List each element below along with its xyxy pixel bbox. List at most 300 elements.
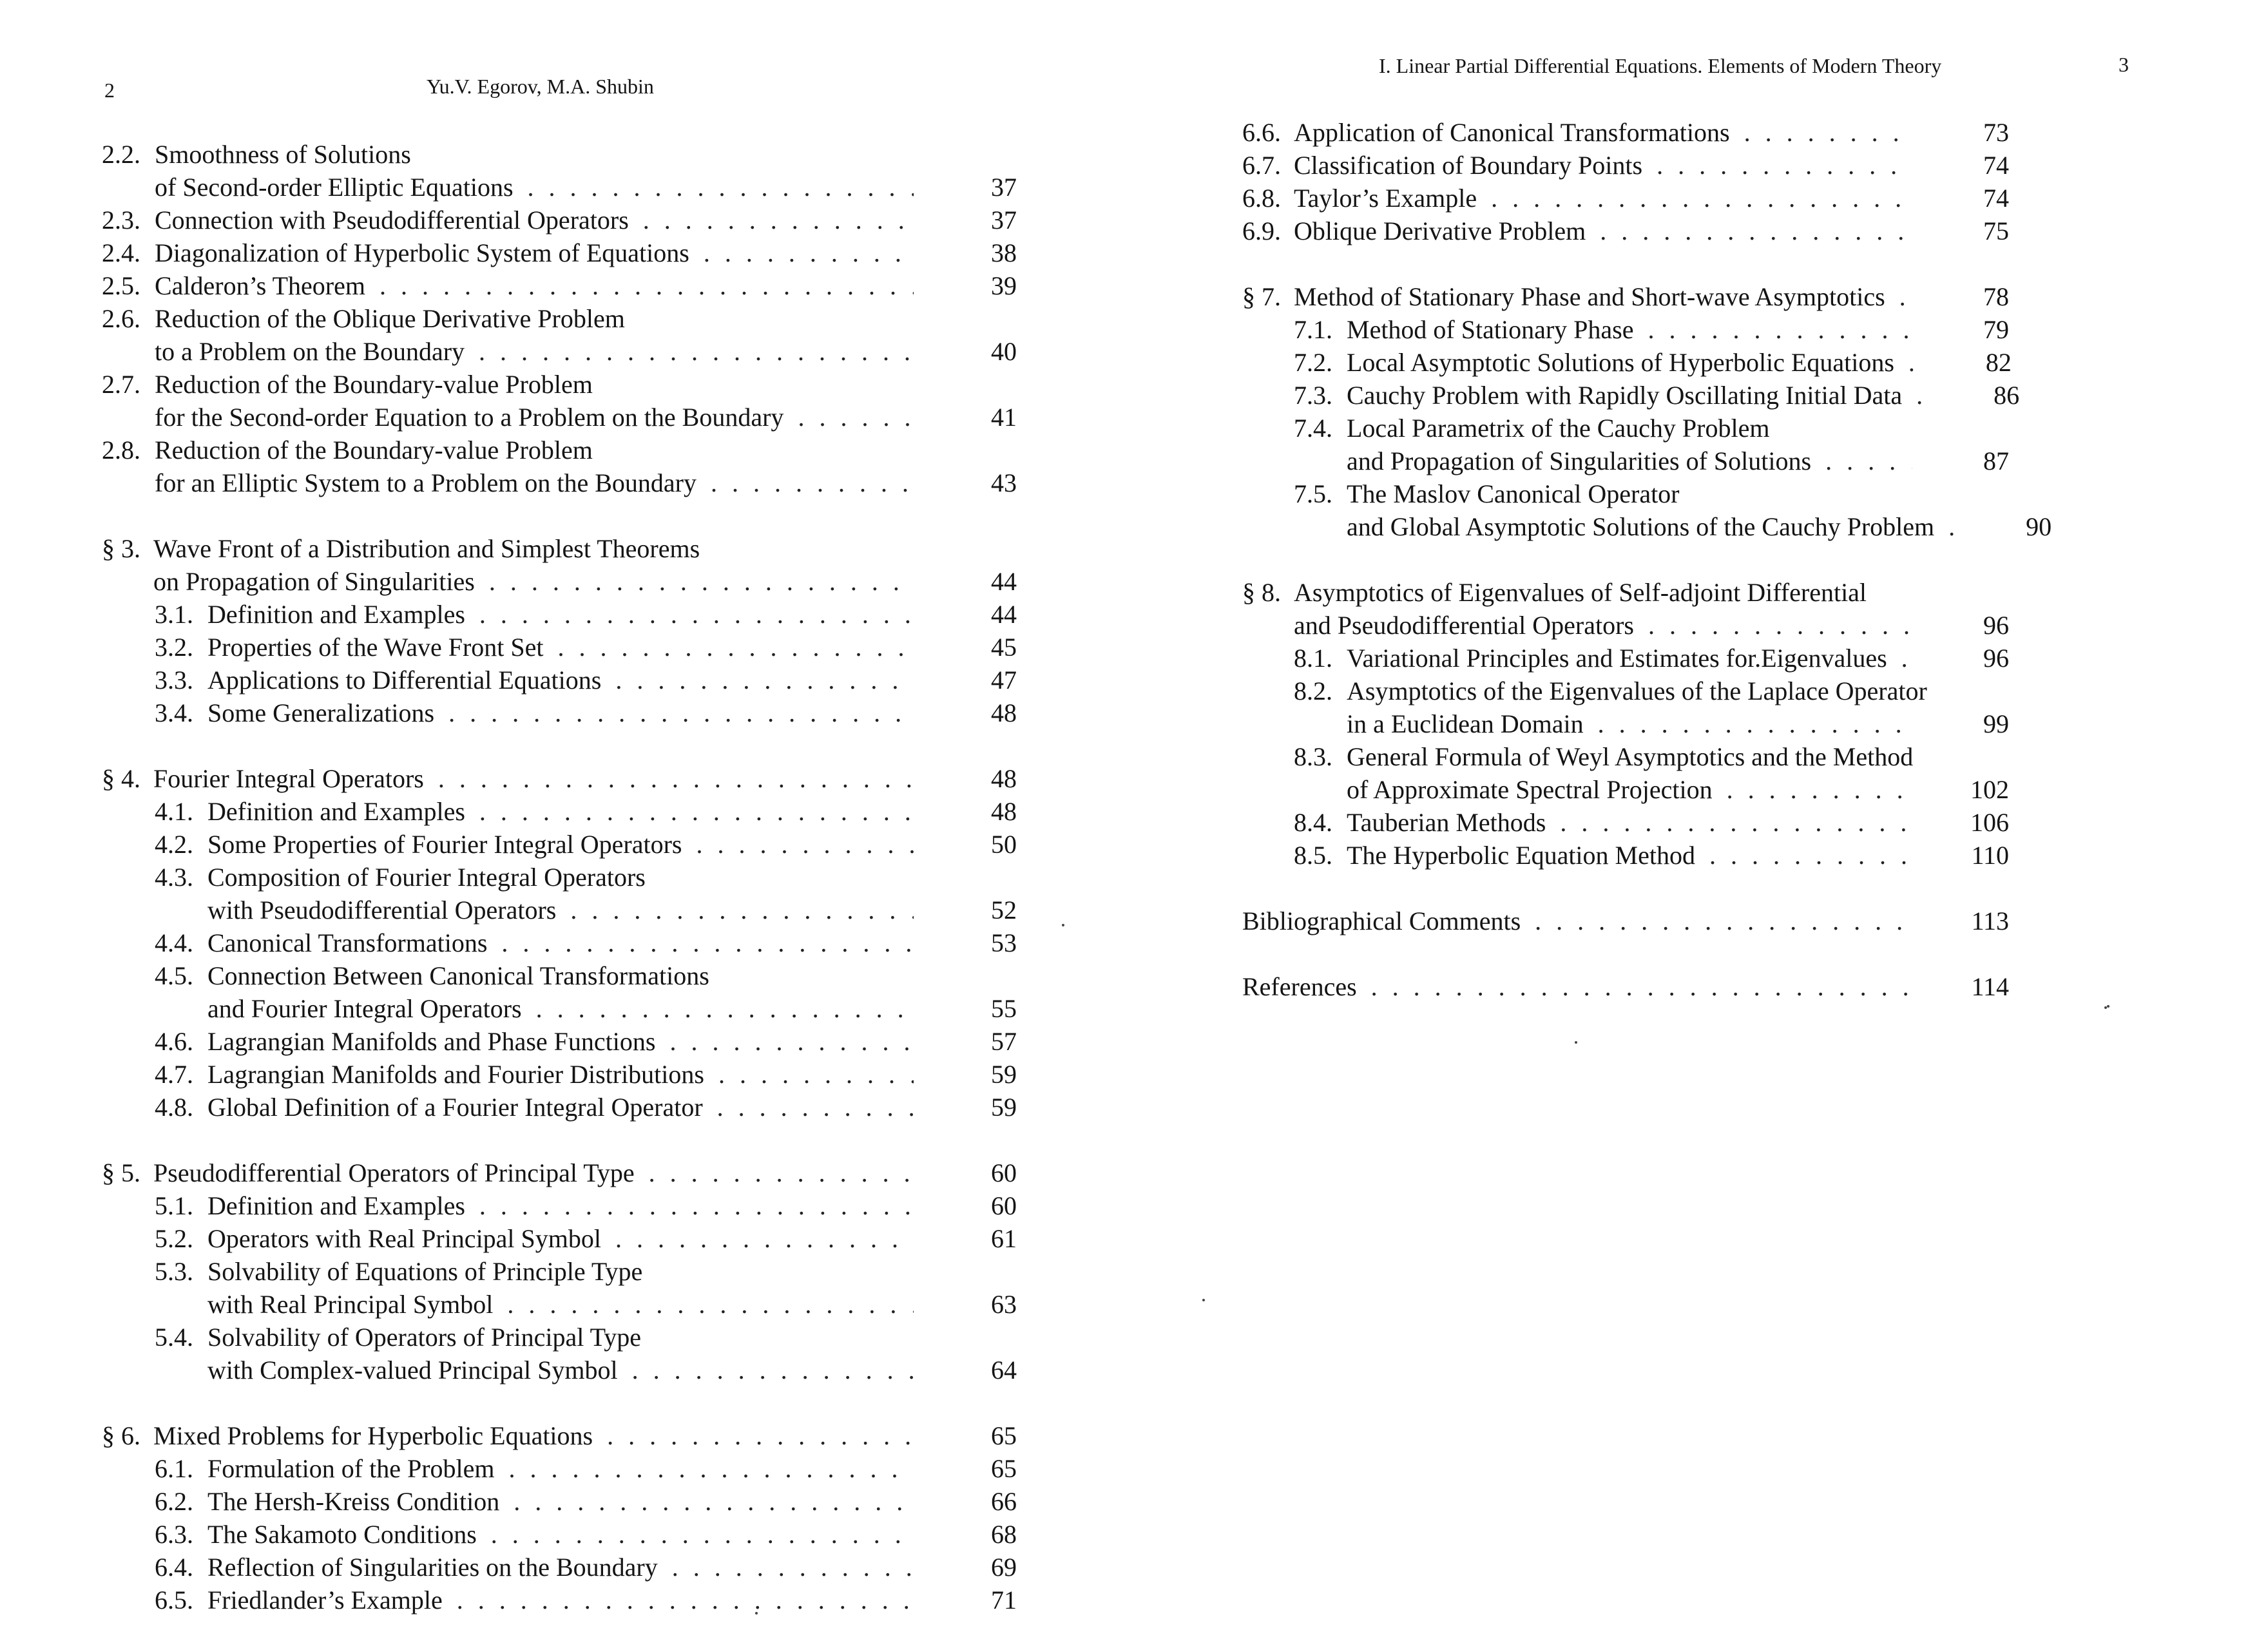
toc-entry-title: Taylor’s Example — [1294, 184, 1477, 213]
toc-entry-line — [1242, 215, 2009, 247]
toc-entry-title: Reflection of Singularities on the Boundary — [207, 1553, 658, 1582]
toc-entry-title: Variational Principles and Estimates for.Eigenvalues — [1347, 644, 1887, 673]
toc-entry-title: and Fourier Integral Operators — [207, 994, 522, 1023]
toc-entry-number: 6.5. — [155, 1586, 193, 1614]
toc-entry-title: in a Euclidean Domain — [1347, 709, 1584, 738]
toc-entry — [102, 631, 1017, 664]
toc-entry — [102, 795, 1017, 828]
toc-entry-title: Reduction of the Oblique Derivative Problem — [155, 304, 625, 333]
toc-entry-line — [1294, 379, 2020, 412]
toc-entry — [102, 1419, 1017, 1452]
scan-speck — [1062, 924, 1064, 926]
toc-entry-line — [1294, 510, 2052, 543]
toc-entry — [1242, 970, 2009, 1003]
dot-leader — [487, 926, 914, 959]
toc-entry-page: 79 — [1983, 315, 2009, 344]
toc-entry-page: 37 — [991, 206, 1017, 235]
toc-entry-number: 4.1. — [155, 797, 193, 826]
scan-speck — [2107, 1005, 2109, 1008]
toc-entry-line — [1294, 773, 2009, 806]
toc-entry-line — [155, 696, 1017, 729]
toc-entry-line-wrap — [155, 1321, 1017, 1354]
toc-entry-line — [155, 1025, 1017, 1058]
toc-entry — [102, 664, 1017, 696]
dot-leader — [465, 1189, 914, 1222]
toc-entry-line-wrap — [1242, 576, 2009, 609]
toc-entry-title: Canonical Transformations — [207, 928, 488, 957]
dot-leader — [1902, 379, 1923, 412]
toc-entry-page: 53 — [991, 928, 1017, 957]
toc-entry-page: 71 — [991, 1586, 1017, 1614]
toc-entry-title: Definition and Examples — [207, 600, 465, 629]
toc-entry — [102, 1091, 1017, 1124]
toc-entry-line-wrap — [155, 1255, 1017, 1288]
toc-entry — [102, 368, 1017, 434]
dot-leader — [1477, 182, 1912, 215]
toc-entry-title: Pseudodifferential Operators of Principal Type — [153, 1158, 635, 1187]
table-of-contents — [102, 138, 1017, 1616]
dot-leader — [703, 1091, 914, 1124]
toc-entry-title: Solvability of Operators of Principal Type — [207, 1323, 642, 1352]
toc-entry-page: 64 — [991, 1356, 1017, 1385]
toc-entry-line — [155, 1584, 1017, 1616]
toc-entry — [102, 434, 1017, 499]
toc-entry-line — [155, 1222, 1017, 1255]
dot-leader — [1695, 839, 1912, 872]
toc-entry-number: 4.5. — [155, 961, 193, 990]
toc-entry — [102, 236, 1017, 269]
toc-entry-line — [155, 894, 1017, 926]
toc-entry-number: 6.7. — [1242, 151, 1281, 180]
dot-leader — [556, 894, 914, 926]
toc-entry — [1242, 182, 2009, 215]
toc-entry-number: § 6. — [102, 1421, 140, 1450]
toc-entry-page: 74 — [1983, 184, 2009, 213]
toc-entry-line — [155, 1058, 1017, 1091]
dot-leader — [593, 1419, 914, 1452]
toc-entry — [102, 1156, 1017, 1189]
toc-entry-title: References — [1242, 972, 1357, 1001]
dot-leader — [1713, 773, 1912, 806]
toc-entry-line — [1242, 905, 2009, 937]
toc-entry-page: 65 — [991, 1421, 1017, 1450]
toc-entry-page: 69 — [991, 1553, 1017, 1582]
toc-entry-title: Operators with Real Principal Symbol — [207, 1224, 602, 1253]
toc-entry-page: 37 — [991, 173, 1017, 202]
toc-entry-number: 7.3. — [1294, 381, 1332, 410]
dot-leader — [1584, 707, 1912, 740]
toc-entry-page: 55 — [991, 994, 1017, 1023]
toc-entry-number: 2.6. — [102, 304, 140, 333]
toc-entry — [1242, 839, 2009, 872]
toc-entry — [1242, 642, 2009, 675]
toc-entry-line — [1294, 839, 2009, 872]
toc-entry-number: 5.1. — [155, 1191, 193, 1220]
dot-leader — [1885, 280, 1912, 313]
toc-entry — [102, 1551, 1017, 1584]
toc-entry-title: Classification of Boundary Points — [1294, 151, 1643, 180]
toc-entry-line-wrap — [1294, 412, 2009, 445]
toc-entry-number: § 8. — [1242, 578, 1281, 607]
toc-entry-page: 59 — [991, 1093, 1017, 1122]
toc-entry-number: 7.2. — [1294, 348, 1332, 377]
toc-entry-title: Cauchy Problem with Rapidly Oscillating Initial Data — [1347, 381, 1903, 410]
dot-leader — [443, 1584, 914, 1616]
toc-entry-number: § 3. — [102, 534, 140, 563]
toc-entry-number: 4.6. — [155, 1027, 193, 1056]
toc-entry-line — [1294, 707, 2009, 740]
toc-entry — [102, 269, 1017, 302]
dot-leader — [1521, 905, 1912, 937]
toc-entry-line — [1294, 445, 2009, 477]
scan-speck — [1202, 1299, 1205, 1301]
dot-leader — [477, 1518, 914, 1551]
dot-leader — [514, 171, 914, 204]
toc-entry-title: Diagonalization of Hyperbolic System of Equations — [155, 238, 689, 267]
toc-entry-number: 6.6. — [1242, 118, 1281, 147]
toc-entry-page: 43 — [991, 468, 1017, 497]
toc-entry-number: 8.2. — [1294, 676, 1332, 705]
toc-entry-title: Global Definition of a Fourier Integral Operator — [207, 1093, 703, 1122]
toc-entry-line — [1242, 182, 2009, 215]
toc-entry-line-wrap — [155, 861, 1017, 894]
toc-entry-title: Reduction of the Boundary-value Problem — [155, 370, 593, 399]
toc-entry-title: Solvability of Equations of Principle Type — [207, 1257, 643, 1286]
toc-entry-title: and Global Asymptotic Solutions of the Cauchy Problem — [1347, 512, 1935, 541]
toc-entry-line — [155, 1091, 1017, 1124]
toc-entry-title: Local Asymptotic Solutions of Hyperbolic Equations — [1347, 348, 1894, 377]
toc-entry-title: Some Generalizations — [207, 698, 435, 727]
toc-entry-number: 2.4. — [102, 238, 140, 267]
toc-entry-line-wrap — [102, 434, 1017, 466]
dot-leader — [618, 1354, 914, 1386]
toc-entry-line — [155, 1485, 1017, 1518]
toc-entry-page: 66 — [991, 1487, 1017, 1516]
toc-entry — [1242, 346, 2012, 379]
dot-leader — [1811, 445, 1912, 477]
toc-entry — [1242, 116, 2009, 149]
toc-entry-title: Oblique Derivative Problem — [1294, 216, 1586, 245]
toc-entry — [102, 959, 1017, 1025]
toc-entry-page: 86 — [1994, 381, 2020, 410]
toc-entry-title: The Hyperbolic Equation Method — [1347, 841, 1695, 870]
toc-entry — [102, 532, 1017, 598]
toc-entry-line — [155, 1551, 1017, 1584]
toc-entry-title: for the Second-order Equation to a Problem on the Boundary — [155, 403, 784, 432]
toc-entry-line — [155, 1189, 1017, 1222]
toc-entry-line — [155, 828, 1017, 861]
dot-leader — [1642, 149, 1912, 182]
toc-entry-page: 61 — [991, 1224, 1017, 1253]
toc-entry-title: Definition and Examples — [207, 1191, 465, 1220]
dot-leader — [1730, 116, 1912, 149]
toc-entry-title: Applications to Differential Equations — [207, 666, 602, 695]
toc-entry-page: 96 — [1983, 644, 2009, 673]
toc-entry-title: Some Properties of Fourier Integral Operators — [207, 830, 682, 859]
toc-entry-line — [102, 204, 1017, 236]
page-number: 2 — [104, 79, 115, 102]
dot-leader — [658, 1551, 914, 1584]
toc-entry-title: Local Parametrix of the Cauchy Problem — [1347, 414, 1770, 443]
toc-entry — [1242, 149, 2009, 182]
toc-entry-line — [1242, 149, 2009, 182]
toc-entry-line — [155, 598, 1017, 631]
toc-entry-page: 40 — [991, 337, 1017, 366]
toc-entry-line — [102, 401, 1017, 434]
toc-entry-title: Friedlander’s Example — [207, 1586, 443, 1614]
toc-entry-line — [155, 664, 1017, 696]
toc-entry-title: The Hersh-Kreiss Condition — [207, 1487, 500, 1516]
toc-entry-title: Properties of the Wave Front Set — [207, 633, 544, 662]
toc-entry-line-wrap — [1294, 675, 2009, 707]
toc-entry-title: for an Elliptic System to a Problem on the Boundary — [155, 468, 697, 497]
toc-entry — [102, 1255, 1017, 1321]
toc-entry-page: 82 — [1985, 348, 2012, 377]
toc-entry-number: 4.3. — [155, 863, 193, 892]
dot-leader — [601, 664, 914, 696]
toc-entry-line — [155, 992, 1017, 1025]
toc-entry-number: § 7. — [1242, 282, 1281, 311]
toc-entry-page: 87 — [1983, 446, 2009, 475]
toc-entry-line-wrap — [1294, 740, 2009, 773]
toc-entry-title: Lagrangian Manifolds and Phase Functions — [207, 1027, 656, 1056]
toc-entry-title: Connection Between Canonical Transformations — [207, 961, 709, 990]
toc-entry-title: General Formula of Weyl Asymptotics and the Method — [1347, 742, 1914, 771]
dot-leader — [1586, 215, 1912, 247]
dot-leader — [522, 992, 914, 1025]
toc-entry-number: § 5. — [102, 1158, 140, 1187]
toc-entry — [102, 1518, 1017, 1551]
toc-entry-title: of Second-order Elliptic Equations — [155, 173, 514, 202]
toc-entry-page: 45 — [991, 633, 1017, 662]
toc-entry-number: 6.1. — [155, 1454, 193, 1483]
toc-entry-page: 78 — [1983, 282, 2009, 311]
toc-entry-page: 110 — [1971, 841, 2009, 870]
right-page — [1134, 0, 2268, 1648]
dot-leader — [465, 795, 914, 828]
toc-entry — [1242, 477, 2052, 543]
dot-leader — [635, 1156, 914, 1189]
toc-entry-page: 65 — [991, 1454, 1017, 1483]
toc-entry-title: The Sakamoto Conditions — [207, 1520, 477, 1549]
toc-entry-line — [155, 795, 1017, 828]
toc-entry-number: 2.3. — [102, 206, 140, 235]
toc-entry-line — [155, 631, 1017, 664]
toc-entry-title: Smoothness of Solutions — [155, 140, 411, 169]
dot-leader — [1357, 970, 1912, 1003]
dot-leader — [1934, 510, 1955, 543]
dot-leader — [495, 1452, 914, 1485]
toc-entry — [102, 1058, 1017, 1091]
toc-entry-line-wrap — [155, 959, 1017, 992]
toc-entry-number: 2.2. — [102, 140, 140, 169]
toc-entry — [102, 598, 1017, 631]
toc-entry — [102, 1025, 1017, 1058]
toc-entry-title: Method of Stationary Phase — [1347, 315, 1634, 344]
dot-leader — [682, 828, 914, 861]
dot-leader — [493, 1288, 914, 1321]
toc-entry — [1242, 675, 2009, 740]
toc-entry-page: 102 — [1970, 775, 2009, 804]
toc-entry-page: 99 — [1983, 709, 2009, 738]
toc-entry-page: 47 — [991, 666, 1017, 695]
toc-entry-line-wrap — [102, 138, 1017, 171]
toc-entry-title: Connection with Pseudodifferential Operators — [155, 206, 629, 235]
toc-entry-page: 96 — [1983, 611, 2009, 640]
toc-entry-number: 8.1. — [1294, 644, 1332, 673]
toc-entry-title: Application of Canonical Transformations — [1294, 118, 1730, 147]
toc-entry — [1242, 215, 2009, 247]
toc-entry-number: 5.4. — [155, 1323, 193, 1352]
toc-entry-line-wrap — [102, 368, 1017, 401]
toc-entry — [102, 1584, 1017, 1616]
toc-entry-line — [1294, 346, 2012, 379]
toc-entry-line — [1242, 116, 2009, 149]
toc-entry-line — [102, 565, 1017, 598]
toc-entry — [102, 1452, 1017, 1485]
toc-entry-title: Fourier Integral Operators — [153, 764, 424, 793]
toc-entry-line — [102, 335, 1017, 368]
toc-entry-page: 63 — [991, 1290, 1017, 1319]
dot-leader — [783, 401, 914, 434]
toc-entry — [1242, 313, 2009, 346]
toc-entry-page: 52 — [991, 896, 1017, 925]
toc-entry — [1242, 806, 2009, 839]
toc-entry-title: with Real Principal Symbol — [207, 1290, 494, 1319]
toc-entry-page: 73 — [1983, 118, 2009, 147]
dot-leader — [629, 204, 914, 236]
running-head: Yu.V. Egorov, M.A. Shubin — [427, 75, 654, 98]
toc-entry-line — [102, 762, 1017, 795]
toc-entry-title: with Pseudodifferential Operators — [207, 896, 557, 925]
toc-entry — [102, 302, 1017, 368]
toc-entry — [102, 1189, 1017, 1222]
toc-entry-number: 2.5. — [102, 271, 140, 300]
toc-entry-number: 6.3. — [155, 1520, 193, 1549]
toc-entry-title: on Propagation of Singularities — [153, 567, 475, 596]
toc-entry-number: 3.1. — [155, 600, 193, 629]
toc-entry — [102, 861, 1017, 926]
toc-entry-number: 4.4. — [155, 928, 193, 957]
toc-entry — [102, 926, 1017, 959]
toc-entry-number: 7.4. — [1294, 414, 1332, 443]
toc-entry-page: 44 — [991, 600, 1017, 629]
toc-entry-title: and Propagation of Singularities of Solutions — [1347, 446, 1812, 475]
toc-entry-line — [102, 269, 1017, 302]
toc-entry-page: 59 — [991, 1060, 1017, 1089]
toc-entry-number: 3.4. — [155, 698, 193, 727]
toc-entry-page: 57 — [991, 1027, 1017, 1056]
toc-entry-line — [102, 1156, 1017, 1189]
dot-leader — [475, 565, 914, 598]
toc-entry-title: Tauberian Methods — [1347, 808, 1546, 837]
toc-entry-line — [155, 1288, 1017, 1321]
toc-entry-page: 60 — [991, 1191, 1017, 1220]
dot-leader — [1634, 313, 1913, 346]
toc-entry-number: 4.2. — [155, 830, 193, 859]
toc-entry-page: 75 — [1983, 216, 2009, 245]
toc-entry-title: The Maslov Canonical Operator — [1347, 479, 1680, 508]
toc-entry-page: 48 — [991, 797, 1017, 826]
toc-entry-line — [1242, 280, 2009, 313]
toc-entry-number: 4.7. — [155, 1060, 193, 1089]
toc-entry — [102, 696, 1017, 729]
toc-entry-title: of Approximate Spectral Projection — [1347, 775, 1713, 804]
toc-entry-number: 2.8. — [102, 436, 140, 465]
dot-leader — [424, 762, 914, 795]
toc-entry-page: 114 — [1971, 972, 2009, 1001]
toc-entry-title: Wave Front of a Distribution and Simplest Theorems — [153, 534, 700, 563]
dot-leader — [655, 1025, 914, 1058]
toc-entry-number: 6.9. — [1242, 216, 1281, 245]
toc-entry-number: 5.3. — [155, 1257, 193, 1286]
dot-leader — [465, 598, 914, 631]
toc-entry-title: to a Problem on the Boundary — [155, 337, 465, 366]
toc-entry-page: 50 — [991, 830, 1017, 859]
toc-entry-line — [1242, 970, 2009, 1003]
toc-entry — [102, 204, 1017, 236]
dot-leader — [1634, 609, 1912, 642]
toc-entry-page: 106 — [1970, 808, 2009, 837]
toc-entry-number: 3.3. — [155, 666, 193, 695]
toc-entry-title: Calderon’s Theorem — [155, 271, 365, 300]
toc-entry-line — [1242, 609, 2009, 642]
toc-entry-number: 7.1. — [1294, 315, 1332, 344]
toc-entry-title: Composition of Fourier Integral Operators — [207, 863, 646, 892]
dot-leader — [704, 1058, 914, 1091]
toc-entry-number: 8.4. — [1294, 808, 1332, 837]
toc-entry — [102, 828, 1017, 861]
toc-entry-line-wrap — [102, 302, 1017, 335]
toc-entry — [1242, 576, 2009, 642]
toc-entry-page: 90 — [2026, 512, 2052, 541]
toc-entry-page: 68 — [991, 1520, 1017, 1549]
toc-entry-number: 7.5. — [1294, 479, 1332, 508]
dot-leader — [1546, 806, 1912, 839]
toc-entry-line — [1294, 313, 2009, 346]
toc-entry-title: Mixed Problems for Hyperbolic Equations — [153, 1421, 593, 1450]
toc-entry-title: Method of Stationary Phase and Short-wave Asymptotics — [1294, 282, 1885, 311]
toc-entry-line-wrap — [102, 532, 1017, 565]
toc-entry-title: Asymptotics of Eigenvalues of Self-adjoint Differential — [1294, 578, 1867, 607]
toc-entry-number: 6.4. — [155, 1553, 193, 1582]
toc-entry-page: 48 — [991, 698, 1017, 727]
table-of-contents — [1242, 116, 2052, 1003]
toc-entry-number: § 4. — [102, 764, 140, 793]
toc-entry-title: Definition and Examples — [207, 797, 465, 826]
toc-entry-number: 8.5. — [1294, 841, 1332, 870]
toc-entry — [1242, 740, 2009, 806]
toc-entry — [102, 1321, 1017, 1386]
toc-entry-number: 2.7. — [102, 370, 140, 399]
toc-entry-title: Reduction of the Boundary-value Problem — [155, 436, 593, 465]
toc-entry-line — [1294, 806, 2009, 839]
toc-entry-title: Formulation of the Problem — [207, 1454, 495, 1483]
toc-entry — [102, 1222, 1017, 1255]
toc-entry-line — [155, 1354, 1017, 1386]
toc-entry-number: 6.8. — [1242, 184, 1281, 213]
toc-entry — [1242, 905, 2009, 937]
toc-entry-page: 113 — [1971, 906, 2009, 935]
toc-entry-page: 60 — [991, 1158, 1017, 1187]
dot-leader — [601, 1222, 914, 1255]
toc-entry-number: 4.8. — [155, 1093, 193, 1122]
page-number: 3 — [2119, 53, 2129, 76]
toc-entry — [1242, 412, 2009, 477]
toc-entry-page: 38 — [991, 238, 1017, 267]
toc-entry-line — [155, 1452, 1017, 1485]
toc-entry — [102, 762, 1017, 795]
